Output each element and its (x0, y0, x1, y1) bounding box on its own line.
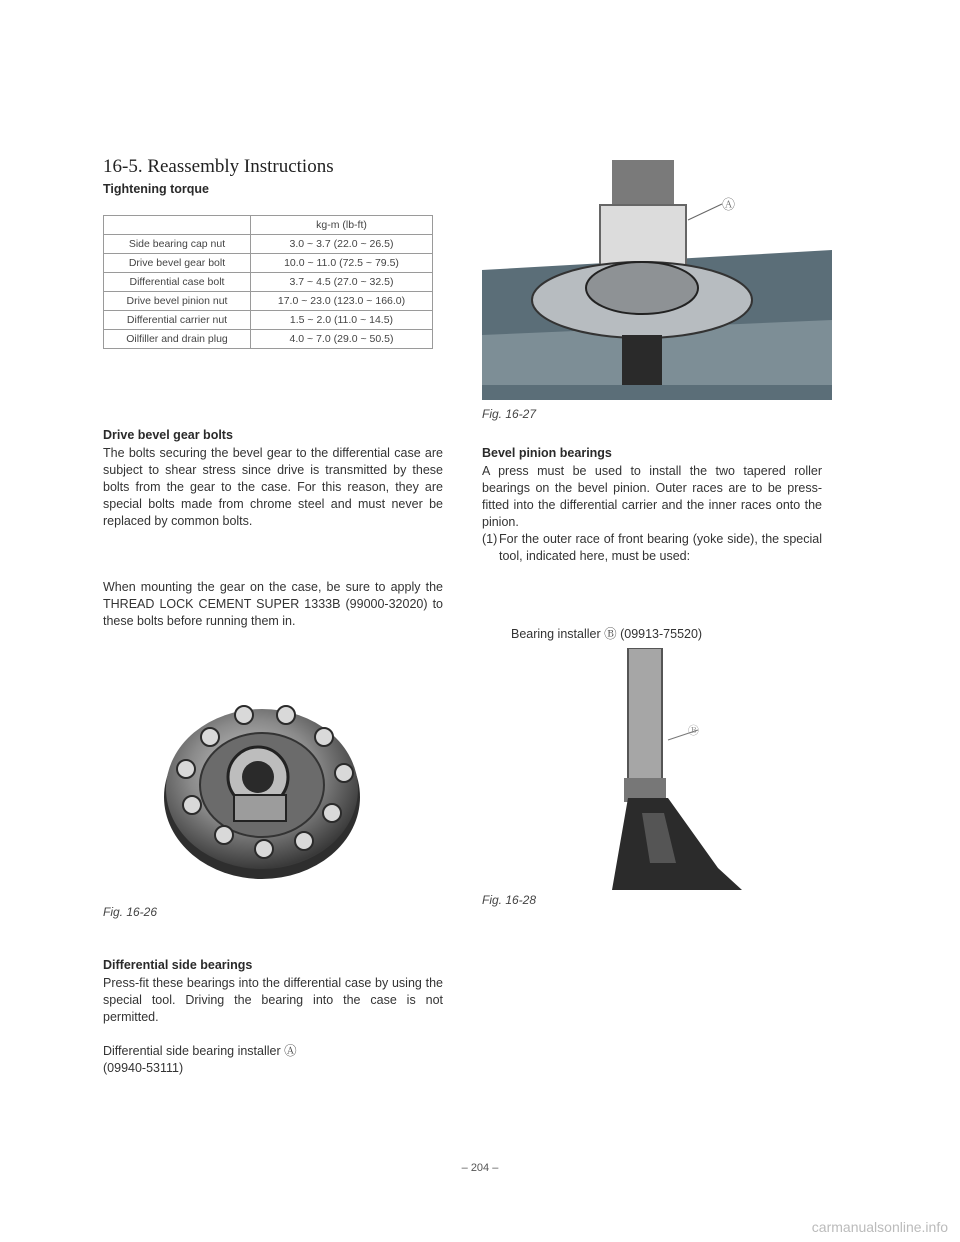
list-item-text: For the outer race of front bearing (yoke side), the special tool, indicated here, must be used: (499, 532, 822, 563)
torque-item: Oilfiller and drain plug (104, 330, 251, 349)
pinion-bearings-heading: Bevel pinion bearings (482, 446, 612, 460)
side-bearing-tool (103, 1043, 443, 1077)
side-bearing-tool-number: (09940-53111) (103, 1061, 184, 1075)
drive-bevel-heading: Drive bevel gear bolts (103, 428, 233, 442)
torque-table (103, 215, 433, 349)
page-number: – 204 – (461, 1162, 499, 1174)
torque-heading: Tightening torque (103, 182, 210, 196)
torque-header-blank (104, 216, 251, 235)
press-installation-photo (482, 160, 832, 400)
fig-caption-16-26: Fig. 16-26 (103, 905, 158, 919)
torque-value: 3.0 ~ 3.7 (22.0 ~ 26.5) (251, 235, 433, 254)
bearing-installer-tool: Bearing installer Ⓑ (09913-75520) (511, 627, 703, 641)
bearing-installer-photo (598, 648, 742, 890)
fig-caption-16-28: Fig. 16-28 (482, 893, 537, 907)
torque-item: Drive bevel pinion nut (104, 292, 251, 311)
torque-item: Differential carrier nut (104, 311, 251, 330)
torque-value: 17.0 ~ 23.0 (123.0 ~ 166.0) (251, 292, 433, 311)
thread-lock-text: When mounting the gear on the case, be sure to apply the THREAD LOCK CEMENT SUPER 1333B (99000-32020) to these bolts before running them in. (103, 580, 443, 628)
torque-item: Drive bevel gear bolt (104, 254, 251, 273)
list-item-number: (1) (482, 532, 498, 546)
drive-bevel-text: The bolts securing the bevel gear to the differential case are subject to shear stress since drive is transmitted by these bolts from the gear to the case. For this reason, they are special bolts made from chrome steel and must never be replaced by common bolts. (103, 446, 443, 528)
torque-unit-header: kg-m (lb-ft) (251, 216, 433, 235)
list-item (482, 531, 822, 565)
differential-gear-photo (158, 685, 370, 885)
table-row (104, 311, 433, 330)
side-bearing-tool-name: Differential side bearing installer Ⓐ (103, 1044, 297, 1058)
side-bearings-text: Press-fit these bearings into the differential case by using the special tool. Driving the bearing into the case is not permitted. (103, 976, 443, 1024)
table-row (104, 273, 433, 292)
torque-item: Differential case bolt (104, 273, 251, 292)
torque-value: 1.5 ~ 2.0 (11.0 ~ 14.5) (251, 311, 433, 330)
torque-value: 3.7 ~ 4.5 (27.0 ~ 32.5) (251, 273, 433, 292)
table-row (104, 330, 433, 349)
pinion-bearings-text: A press must be used to install the two tapered roller bearings on the bevel pinion. Outer races are to be press-fitted into the differential carrier and the inner races onto the pinion. (482, 464, 822, 529)
section-title: 16-5. Reassembly Instructions (103, 156, 334, 177)
torque-header-row (104, 216, 433, 235)
table-row (104, 235, 433, 254)
table-row (104, 292, 433, 311)
watermark: carmanualsonline.info (811, 1219, 948, 1235)
label-b: Ⓑ (688, 725, 699, 737)
side-bearings-heading: Differential side bearings (103, 958, 253, 972)
torque-item: Side bearing cap nut (104, 235, 251, 254)
torque-value: 10.0 ~ 11.0 (72.5 ~ 79.5) (251, 254, 433, 273)
label-a: Ⓐ (722, 197, 736, 212)
table-row (104, 254, 433, 273)
torque-value: 4.0 ~ 7.0 (29.0 ~ 50.5) (251, 330, 433, 349)
fig-caption-16-27: Fig. 16-27 (482, 407, 537, 421)
